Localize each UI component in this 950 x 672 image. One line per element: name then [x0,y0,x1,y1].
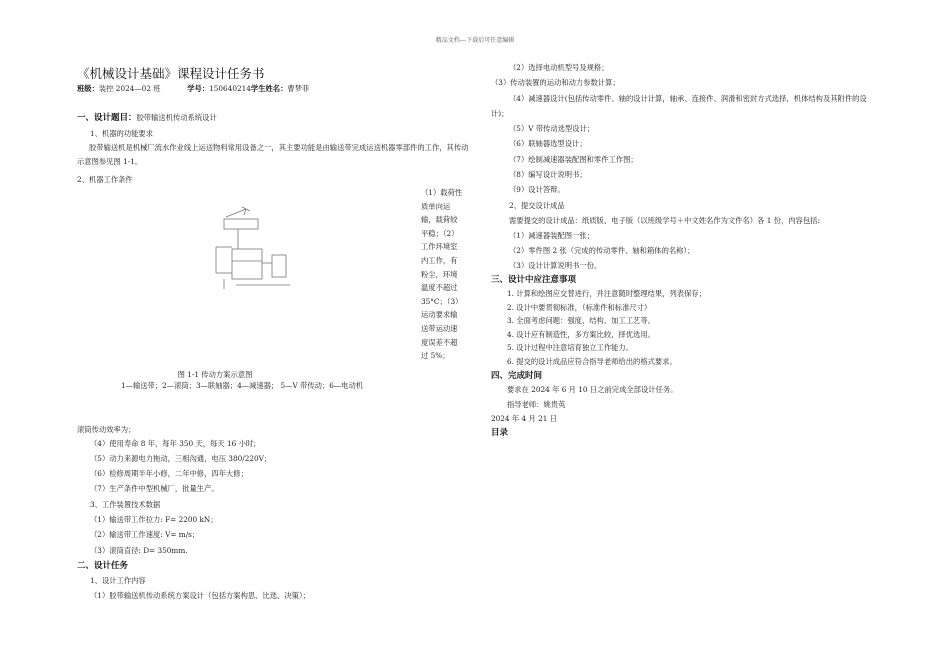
reducer [232,249,262,279]
motor [272,255,286,277]
task-item-6: （6）联轴器选型设计； [509,139,587,148]
figure-title: 图 1-1 传动方案示意图 [177,370,253,379]
task-item-9: （9）设计答辩。 [509,185,565,194]
tech-diameter: （3）滚筒直径: D= 350mm. [90,546,188,555]
design-topic: 胶带输送机传动系统设计 [136,113,217,122]
teacher: 指导老师：姚贵英 [507,400,566,409]
subsection-1-3: 3、工作装置技术数据 [90,500,161,509]
student-info [77,83,309,94]
submit-item-1: （1）减速器装配图一张； [509,231,594,240]
section-1-heading [77,112,217,124]
section-3-heading: 三、设计中应注意事项 [491,275,577,285]
class-value: 装控 2024—02 班 [98,84,161,93]
issue-date: 2024 年 4 月 21 日 [491,414,557,423]
drum [224,219,258,229]
transmission-diagram [210,203,310,295]
submit-item-2: （2）零件图 2 张（完成的传动零件、轴和箱体的名称）； [509,246,695,255]
class-label: 班级： [77,84,99,93]
condition-5: （5）动力来源电力拖动，三相沟通，电压 380/220V； [90,454,272,463]
task-item-1: （1）胶带输送机传动系统方案设计（包括方案构思、比选、决策）； [90,591,310,600]
id-value: 150640214 [209,84,251,93]
section-4-heading: 四、完成时间 [491,371,543,381]
id-label: 学号： [187,84,210,93]
section-1-label: 一、设计题目： [77,113,137,123]
toc-heading: 目录 [491,428,509,438]
condition-4: （4）使用寿命 8 年，每年 350 天，每天 16 小时； [90,439,261,448]
section-2-heading: 二、设计任务 [77,561,129,571]
task-item-8: （8）编写设计说明书； [509,170,587,179]
tech-force: （1）输送带工作拉力: F= 2200 kN； [90,515,218,524]
task-item-4: （4）减速器设计(包括传动零件、轴的设计计算，轴承、连接件、润滑和密封方式选择，机体结构及其附件的设计)； [491,94,867,118]
note-4: 4. 设计应有制造性，多方案比较，择优选用。 [507,330,655,339]
condition-7: （7）生产条件中型机械厂，批量生产。 [90,484,219,493]
figure-caption: 1—输送带；2—滚筒；3—联轴器；4—减速器； 5—V 带传动；6—电动机 [121,381,364,390]
belt-line [226,209,246,217]
task-item-3: （3）传动装置的运动和动力参数计算； [491,78,620,87]
doc-title: 《机械设计基础》课程设计任务书 [77,66,265,81]
function-paragraph: 胶带输送机是机械厂流水作业线上运送物料常用设备之一，其主要功能是由输送带完成运送机器零部件的工作，其传动示意图参见图 1-1。 [77,143,469,166]
name-label: 学生姓名： [250,84,288,93]
work-conditions-side: （1）载荷性质单向运输，载荷较平稳；（2）工作环境室内工作，有粉尘，环境温度不超过35°C；（3）运动要求输送带运动速度误差不超过 5%； [421,188,463,361]
page-header: 精品文档---下载后可任意编辑 [435,37,515,44]
tech-speed: （2）输送带工作速度: V= m/s； [90,530,200,539]
task-item-2: （2）选择电动机型号及规格； [509,63,609,72]
note-5: 5. 设计过程中注意培育独立工作能力。 [507,343,634,352]
task-item-7: （7）绘制减速器装配图和零件工作图； [509,155,638,164]
drum-efficiency: 滚筒传动效率为； [77,425,136,434]
note-2: 2. 设计中要贯彻标准，（标准件和标准尺寸） [507,303,652,312]
subsection-1-1: 1、机器的功能要求 [90,129,154,138]
submit-item-3: （3）设计计算说明书一份。 [509,261,602,270]
subsection-2-2: 2、提交设计成品 [509,201,565,210]
condition-6: （6）检修周期半年小修，二年中修，四年大修； [90,469,248,478]
submit-paragraph: 需要提交的设计成品：纸质版、电子版（以班级学号＋中文姓名作为文件名）各 1 份，内容包括: [509,216,820,225]
note-6: 6. 提交的设计成品应符合指导老师给出的格式要求。 [507,357,677,366]
note-3: 3. 全面考虑问题：强度、结构、加工工艺等。 [507,316,655,325]
deadline: 要求在 2024 年 6 月 10 日之前完成全部设计任务。 [507,385,678,394]
task-item-5: （5）V 带传动选型设计； [509,124,595,133]
subsection-2-1: 1、设计工作内容 [90,576,146,585]
name-value: 曹梦菲 [287,84,310,93]
note-1: 1. 计算和绘图应交替进行，并注意随时整理结果，列表保存； [507,289,706,298]
subsection-1-2: 2、机器工作条件 [77,175,133,184]
